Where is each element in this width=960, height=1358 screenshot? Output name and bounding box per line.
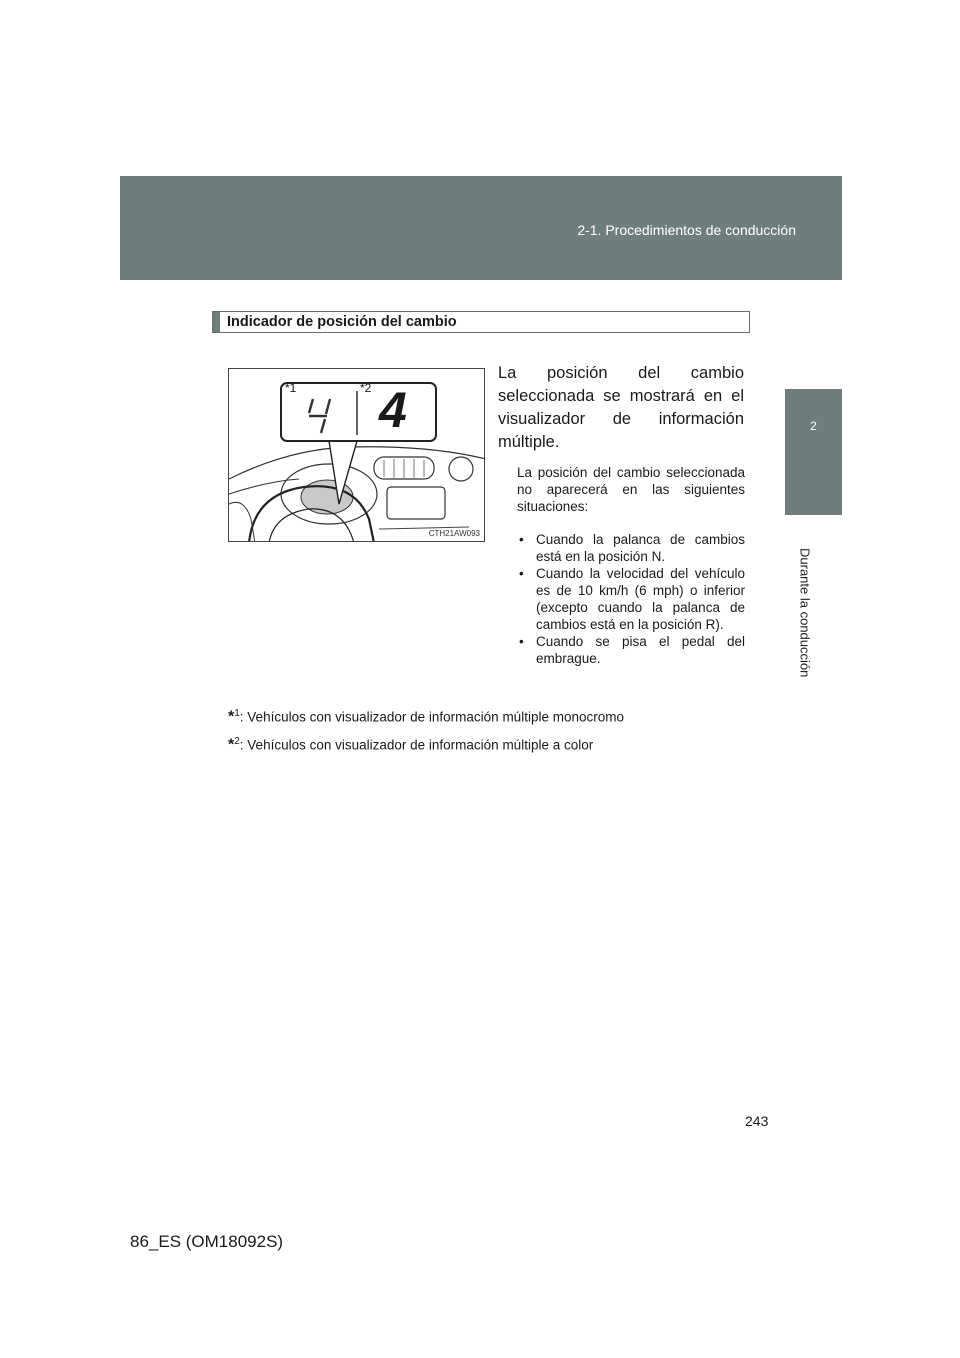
footnote-1: *$^1$: Vehículos con visualizador de información múltiple monocromo (228, 708, 624, 726)
chapter-tab (785, 389, 842, 515)
chapter-number: 2 (810, 419, 817, 433)
main-paragraph: La posición del cambio seleccionada se mostrará en el visualizador de información múltiple. (498, 364, 744, 451)
document-code: 86_ES (OM18092S) (130, 1232, 284, 1251)
header-band (120, 176, 842, 280)
chapter-label-text: Durante la conducción (797, 548, 813, 678)
page-number: 243 (745, 1113, 769, 1129)
color-gear-digit: 4 (379, 382, 407, 438)
callout-marker-mono: *1 (285, 381, 297, 395)
list-item: • Cuando la velocidad del vehículo es de 10 km/h (6 mph) o inferior (excepto cuando la palanca de cambios está en la posición R). (519, 566, 745, 632)
section-title: Indicador de posición del cambio (227, 314, 457, 330)
list-item: • Cuando se pisa el pedal del embrague. (519, 634, 745, 666)
figure-code: CTH21AW093 (428, 529, 480, 538)
list-item: • Cuando la palanca de cambios está en la posición N. (519, 532, 745, 564)
chapter-label (770, 548, 840, 698)
callout-marker-color: *2 (360, 381, 372, 395)
dashboard-drawing (229, 369, 485, 542)
footnote-2: *$^2$: Vehículos con visualizador de información múltiple a color (228, 736, 594, 754)
section-heading (212, 311, 750, 333)
note-paragraph: La posición del cambio seleccionada no aparecerá en las siguientes situaciones: (517, 465, 745, 514)
header-section-title: 2-1. Procedimientos de conducción (577, 222, 796, 238)
heading-accent-bar (213, 312, 220, 332)
dashboard-illustration (228, 368, 485, 542)
exception-list (517, 531, 745, 667)
